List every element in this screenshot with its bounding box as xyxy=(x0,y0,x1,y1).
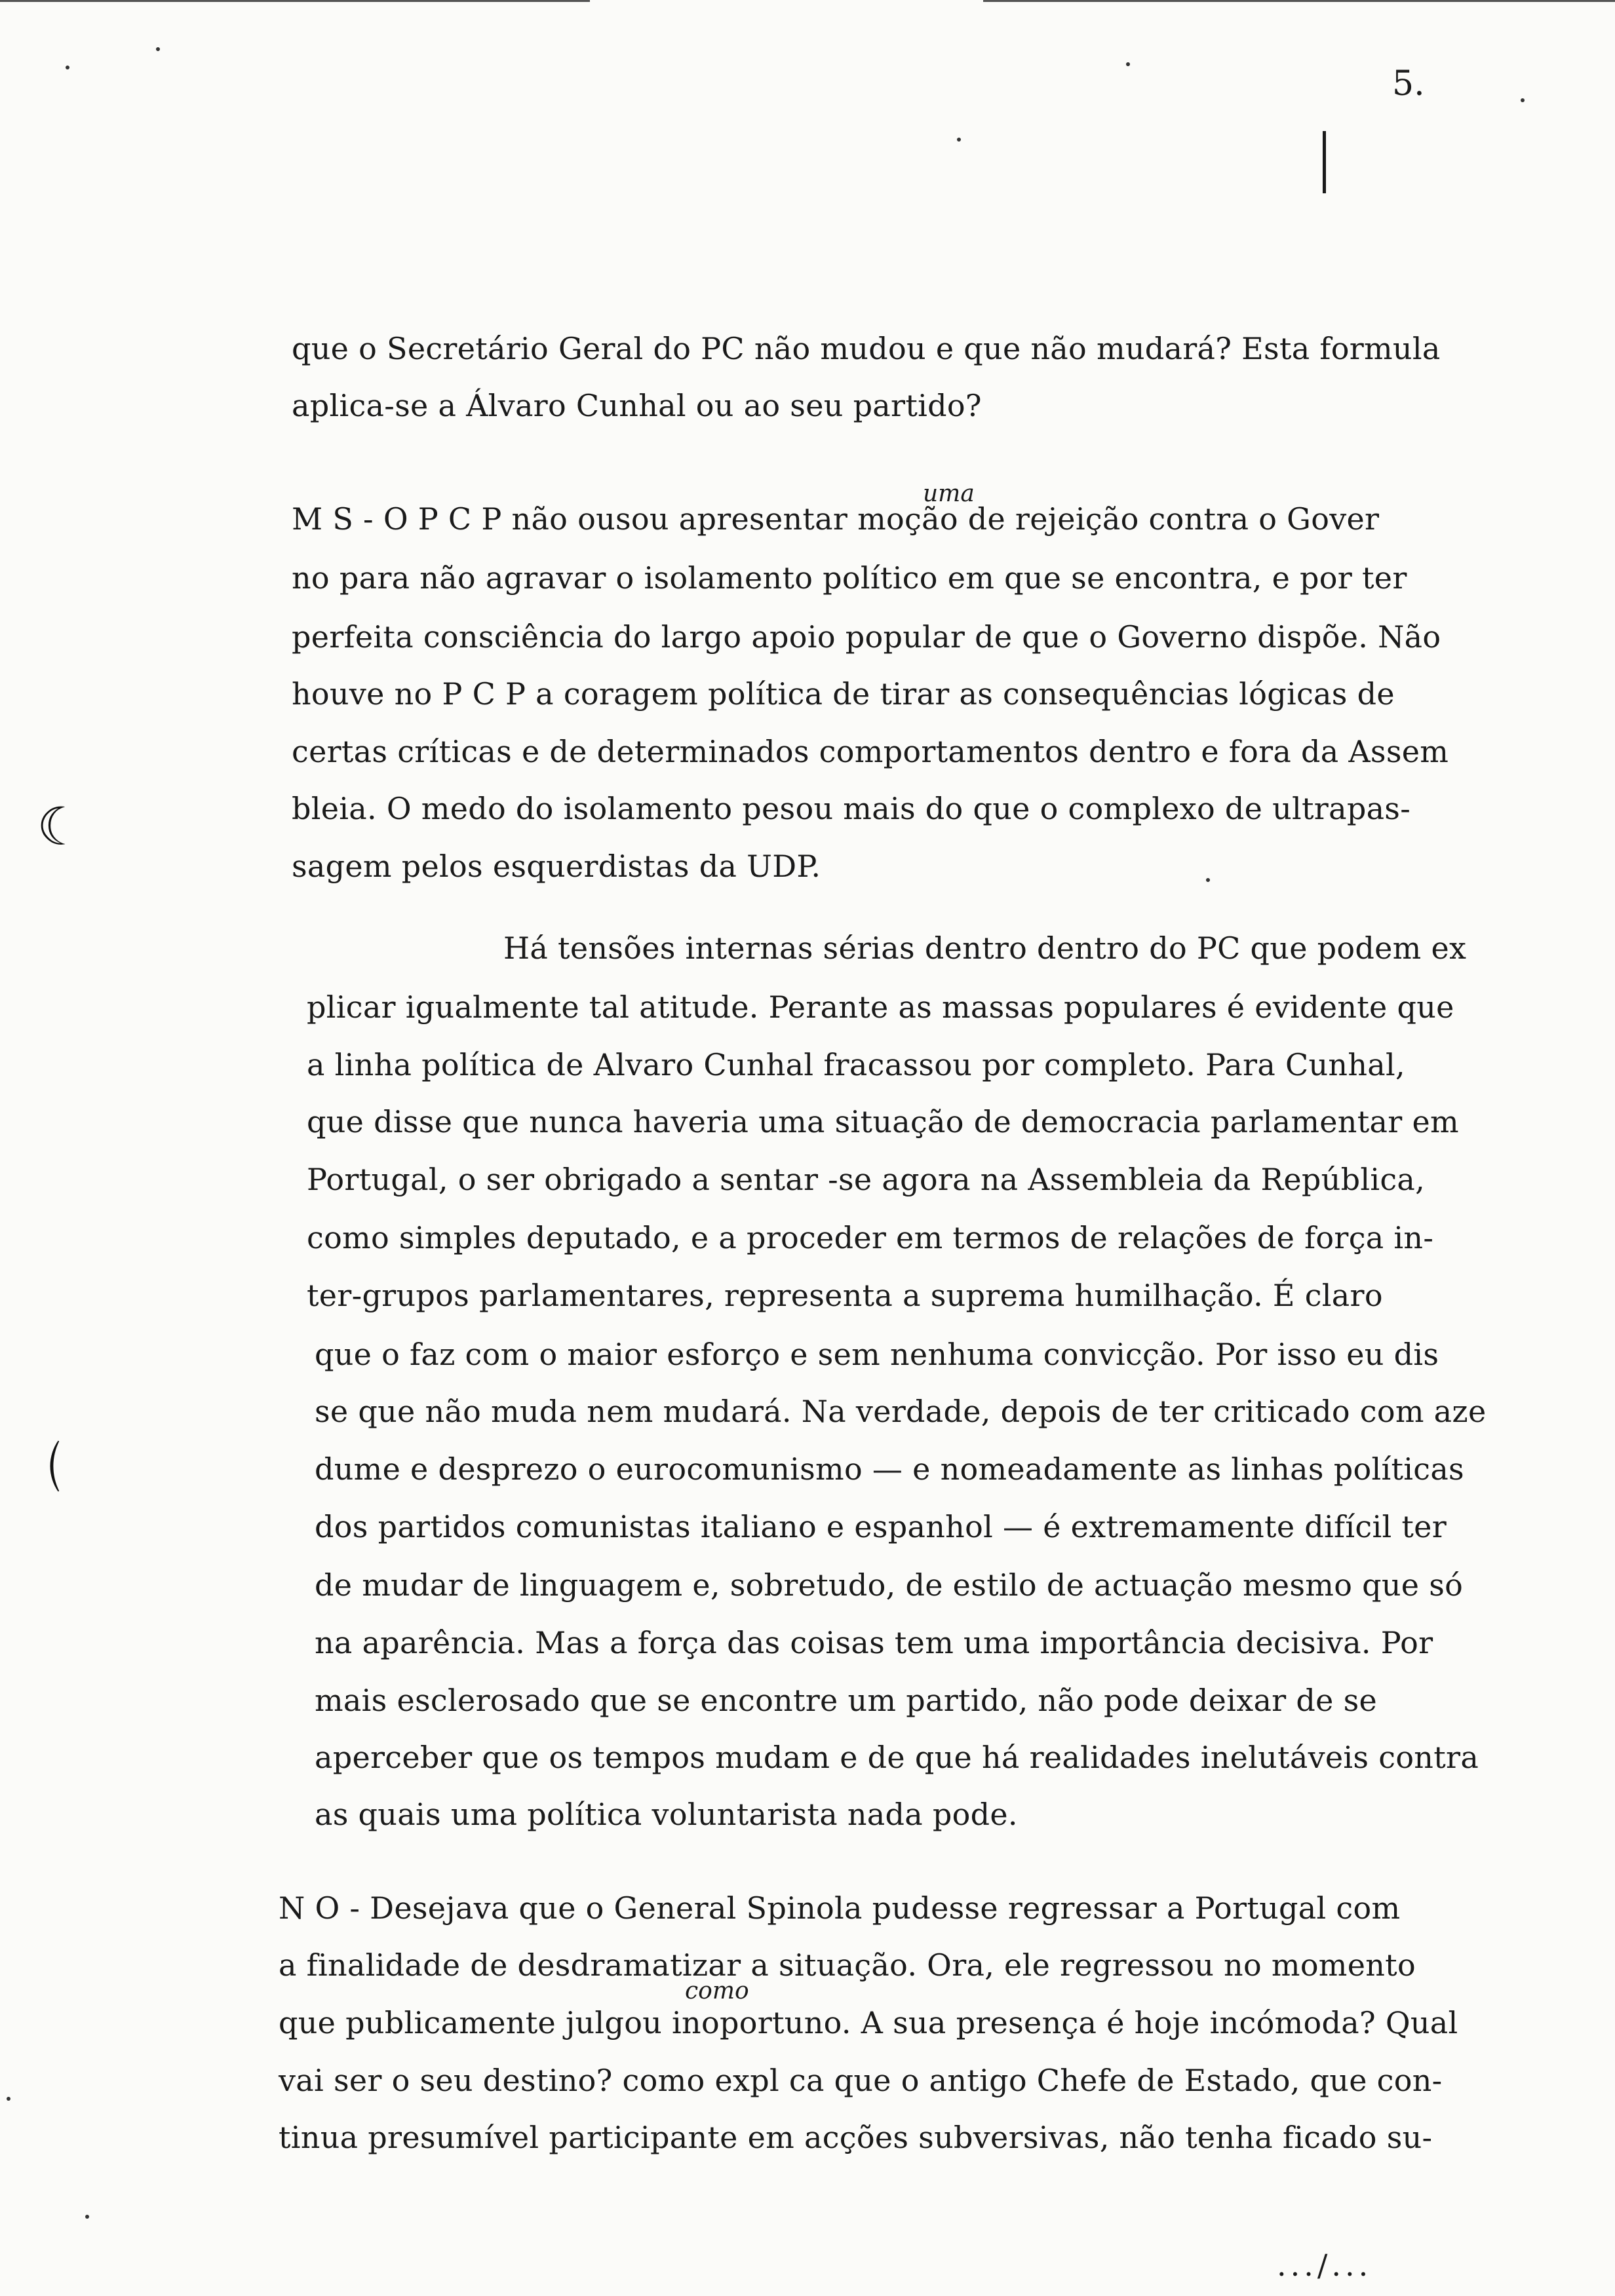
top-edge-line xyxy=(983,0,1615,2)
handwritten-insert-uma: uma xyxy=(923,480,975,507)
text-line: a finalidade de desdramatizar a situação. Ora, ele regressou no momento xyxy=(279,1947,1416,1983)
speck xyxy=(7,2097,10,2101)
margin-bracket-mark: ☾ xyxy=(37,796,84,857)
text-line: vai ser o seu destino? como expl ca que o antigo Chefe de Estado, que con- xyxy=(279,2063,1443,2098)
text-line: dume e desprezo o eurocomunismo — e nomeadamente as linhas políticas xyxy=(315,1451,1464,1487)
text-line: perfeita consciência do largo apoio popular de que o Governo dispõe. Não xyxy=(292,619,1441,655)
text-line: de mudar de linguagem e, sobretudo, de estilo de actuação mesmo que só xyxy=(315,1567,1464,1603)
text-line: que publicamente julgou inoportuno. A sua presença é hoje incómoda? Qual xyxy=(279,2005,1458,2040)
page-number: 5. xyxy=(1392,64,1425,104)
text-line: a linha política de Alvaro Cunhal fracassou por completo. Para Cunhal, xyxy=(307,1047,1405,1082)
speck xyxy=(156,47,160,51)
speck xyxy=(957,138,961,142)
text-line: ter-grupos parlamentares, representa a suprema humilhação. É claro xyxy=(307,1278,1383,1313)
continuation-mark: .../... xyxy=(1277,2248,1372,2283)
text-line: as quais uma política voluntarista nada pode. xyxy=(315,1797,1018,1832)
speck xyxy=(85,2215,89,2219)
margin-curve-mark: ⌒ xyxy=(46,1440,107,1493)
speck xyxy=(1521,98,1525,102)
text-line: M S - O P C P não ousou apresentar moção de rejeição contra o Gover xyxy=(292,501,1380,537)
text-line: certas críticas e de determinados comportamentos dentro e fora da Assem xyxy=(292,734,1449,769)
handwritten-insert-como: como xyxy=(685,1978,749,2004)
text-line: sagem pelos esquerdistas da UDP. xyxy=(292,849,821,884)
text-line: que disse que nunca haveria uma situação de democracia parlamentar em xyxy=(307,1104,1459,1139)
text-line: mais esclerosado que se encontre um partido, não pode deixar de se xyxy=(315,1683,1377,1718)
top-edge-line xyxy=(0,0,590,2)
text-line: plicar igualmente tal atitude. Perante as massas populares é evidente que xyxy=(307,989,1454,1025)
text-line: bleia. O medo do isolamento pesou mais do que o complexo de ultrapas- xyxy=(292,791,1411,826)
text-line: aplica-se a Álvaro Cunhal ou ao seu partido? xyxy=(292,388,982,423)
text-line: dos partidos comunistas italiano e espanhol — é extremamente difícil ter xyxy=(315,1509,1447,1544)
text-line: tinua presumível participante em acções subversivas, não tenha ficado su- xyxy=(279,2120,1433,2155)
margin-bar xyxy=(1323,131,1326,193)
text-line: que o Secretário Geral do PC não mudou e que não mudará? Esta formula xyxy=(292,331,1441,366)
text-line: N O - Desejava que o General Spinola pudesse regressar a Portugal com xyxy=(279,1890,1401,1926)
text-line: como simples deputado, e a proceder em termos de relações de força in- xyxy=(307,1220,1434,1255)
text-line: Há tensões internas sérias dentro dentro do PC que podem ex xyxy=(503,930,1467,966)
text-line: na aparência. Mas a força das coisas tem uma importância decisiva. Por xyxy=(315,1625,1433,1660)
text-line: no para não agravar o isolamento político em que se encontra, e por ter xyxy=(292,560,1407,596)
speck xyxy=(1126,62,1130,66)
text-line: que o faz com o maior esforço e sem nenhuma convicção. Por isso eu dis xyxy=(315,1337,1439,1372)
speck xyxy=(66,66,69,69)
text-line: Portugal, o ser obrigado a sentar -se agora na Assembleia da República, xyxy=(307,1162,1426,1197)
text-line: houve no P C P a coragem política de tirar as consequências lógicas de xyxy=(292,676,1395,712)
text-line: se que não muda nem mudará. Na verdade, depois de ter criticado com aze xyxy=(315,1394,1487,1429)
text-line: aperceber que os tempos mudam e de que há realidades inelutáveis contra xyxy=(315,1740,1479,1775)
speck xyxy=(1206,878,1210,882)
